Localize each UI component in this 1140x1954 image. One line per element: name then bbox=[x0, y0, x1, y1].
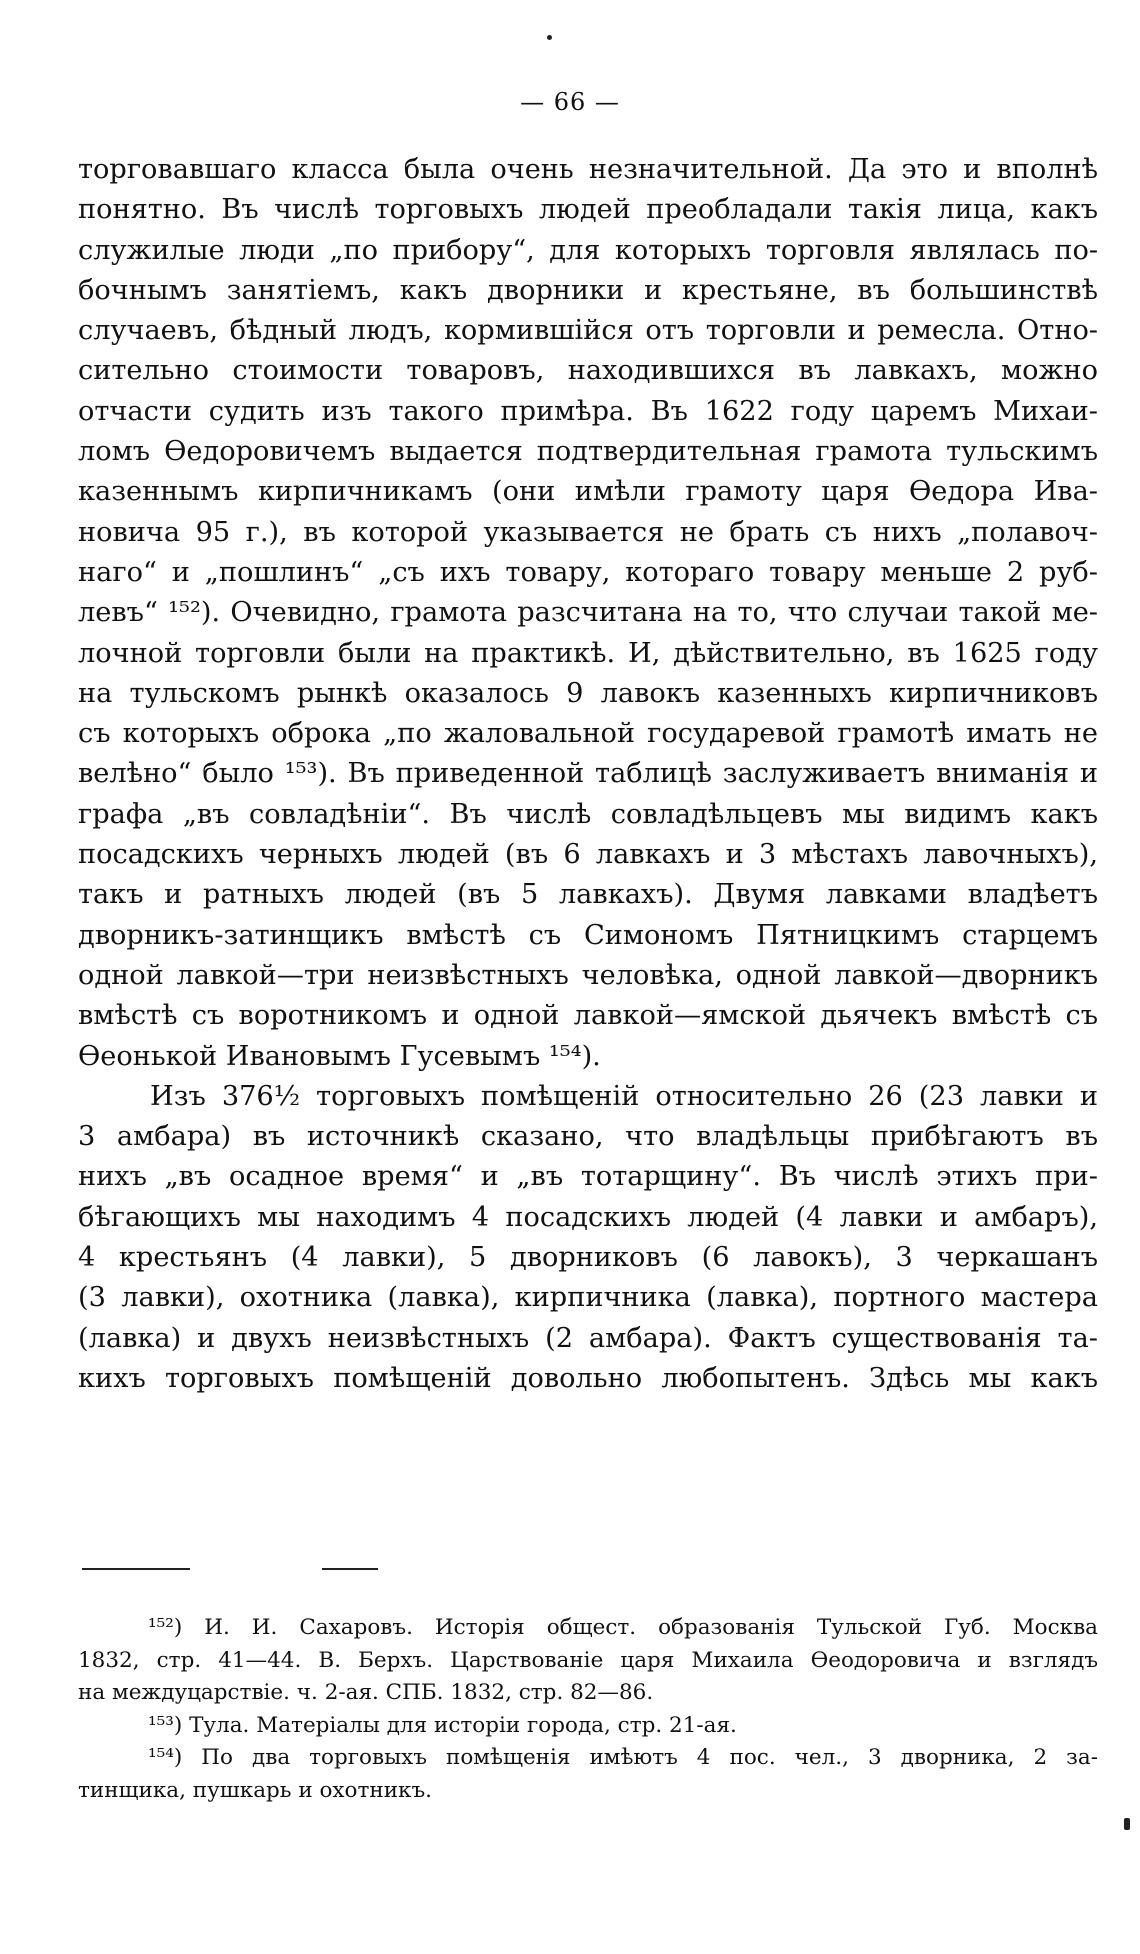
text-line: наго“ и „пошлинъ“ „съ ихъ товару, котораго товару меньше 2 руб- bbox=[78, 556, 1098, 588]
text-line: одной лавкой—три неизвѣстныхъ человѣка, одной лавкой—дворникъ bbox=[78, 959, 1098, 991]
paragraph-1 bbox=[78, 150, 1098, 1077]
text-line: съ которыхъ оброка „по жаловальной государевой грамотѣ имать не bbox=[78, 718, 1098, 750]
footnote-line: ¹⁵²) И. И. Сахаровъ. Исторія общест. образованія Тульской Губ. Москва bbox=[148, 1615, 1098, 1640]
main-text bbox=[78, 150, 1098, 1399]
footnote-line: ¹⁵³) Тула. Матеріалы для исторіи города, стр. 21-ая. bbox=[148, 1712, 737, 1738]
text-line: такъ и ратныхъ людей (въ 5 лавкахъ). Двумя лавками владѣетъ bbox=[78, 879, 1098, 911]
text-line: вмѣстѣ съ воротникомъ и одной лавкой—ямской дьячекъ вмѣстѣ съ bbox=[78, 1000, 1098, 1032]
text-line: новича 95 г.), въ которой указывается не брать съ нихъ „полавоч- bbox=[78, 516, 1098, 548]
footnote-152 bbox=[78, 1612, 1098, 1710]
text-line: 4 крестьянъ (4 лавки), 5 дворниковъ (6 лавокъ), 3 черкашанъ bbox=[78, 1242, 1098, 1274]
footnote-line: 1832, стр. 41—44. В. Берхъ. Царствованіе царя Михаила Ѳеодоровича и взглядъ bbox=[78, 1647, 1098, 1673]
scan-speck bbox=[1124, 1818, 1130, 1830]
text-line: на тульскомъ рынкѣ оказалось 9 лавокъ казенныхъ кирпичниковъ bbox=[78, 677, 1098, 709]
text-line: бочнымъ занятіемъ, какъ дворники и крестьяне, въ большинствѣ bbox=[78, 274, 1098, 306]
text-line: Ѳеонькой Ивановымъ Гусевымъ ¹⁵⁴). bbox=[78, 1040, 601, 1072]
footnote-154 bbox=[78, 1742, 1098, 1807]
page-number: — 66 — bbox=[520, 88, 620, 116]
text-line: случаевъ, бѣдный людъ, кормившійся отъ торговли и ремесла. Отно- bbox=[78, 315, 1098, 347]
text-line: казеннымъ кирпичникамъ (они имѣли грамоту царя Ѳедора Ива- bbox=[78, 476, 1098, 508]
text-line: отчасти судить изъ такого примѣра. Въ 1622 году царемъ Михаи- bbox=[78, 395, 1098, 427]
footnote-line: тинщика, пушкарь и охотникъ. bbox=[78, 1777, 433, 1803]
text-line: понятно. Въ числѣ торговыхъ людей преобладали такія лица, какъ bbox=[78, 194, 1098, 226]
footnote-line: на междуцарствіе. ч. 2-ая. СПБ. 1832, стр. 82—86. bbox=[78, 1680, 654, 1706]
text-line: нихъ „въ осадное время“ и „въ тотарщину“. Въ числѣ этихъ при- bbox=[78, 1161, 1098, 1193]
footnotes bbox=[78, 1612, 1098, 1808]
text-line: торговавшаго класса была очень незначительной. Да это и вполнѣ bbox=[78, 154, 1098, 185]
text-line: дворникъ-затинщикъ вмѣстѣ съ Симономъ Пятницкимъ старцемъ bbox=[78, 919, 1098, 951]
divider-segment bbox=[322, 1568, 378, 1570]
text-line: бѣгающихъ мы находимъ 4 посадскихъ людей (4 лавки и амбаръ), bbox=[78, 1201, 1098, 1233]
footnote-line: ¹⁵⁴) По два торговыхъ помѣщенія имѣютъ 4 пос. чел., 3 дворника, 2 за- bbox=[148, 1745, 1098, 1771]
divider-segment bbox=[82, 1568, 190, 1570]
text-line: ломъ Ѳедоровичемъ выдается подтвердительная грамота тульскимъ bbox=[78, 436, 1098, 468]
text-line: (3 лавки), охотника (лавка), кирпичника (лавка), портного мастера bbox=[78, 1282, 1098, 1314]
text-line: сительно стоимости товаровъ, находившихся въ лавкахъ, можно bbox=[78, 355, 1098, 387]
text-line: графа „въ совладѣніи“. Въ числѣ совладѣльцевъ мы видимъ какъ bbox=[78, 798, 1098, 830]
text-line: 3 амбара) въ источникѣ сказано, что владѣльцы прибѣгаютъ въ bbox=[78, 1121, 1098, 1153]
text-line: левъ“ ¹⁵²). Очевидно, грамота разсчитана на то, что случаи такой ме- bbox=[78, 597, 1098, 629]
text-line: служилые люди „по прибору“, для которыхъ торговля являлась по- bbox=[78, 234, 1098, 266]
text-line: лочной торговли были на практикѣ. И, дѣйствительно, въ 1625 году bbox=[78, 637, 1098, 669]
text-line: посадскихъ черныхъ людей (въ 6 лавкахъ и 3 мѣстахъ лавочныхъ), bbox=[78, 839, 1098, 871]
text-line: велѣно“ было ¹⁵³). Въ приведенной таблицѣ заслуживаетъ вниманія и bbox=[78, 758, 1098, 790]
paragraph-2 bbox=[78, 1077, 1098, 1399]
text-line: (лавка) и двухъ неизвѣстныхъ (2 амбара). Фактъ существованія та- bbox=[78, 1322, 1098, 1354]
scan-speck bbox=[547, 35, 552, 40]
text-line: Изъ 376½ торговыхъ помѣщеній относительно 26 (23 лавки и bbox=[150, 1080, 1098, 1112]
text-line: кихъ торговыхъ помѣщеній довольно любопытенъ. Здѣсь мы какъ bbox=[78, 1362, 1098, 1394]
footnote-153 bbox=[78, 1710, 1098, 1743]
